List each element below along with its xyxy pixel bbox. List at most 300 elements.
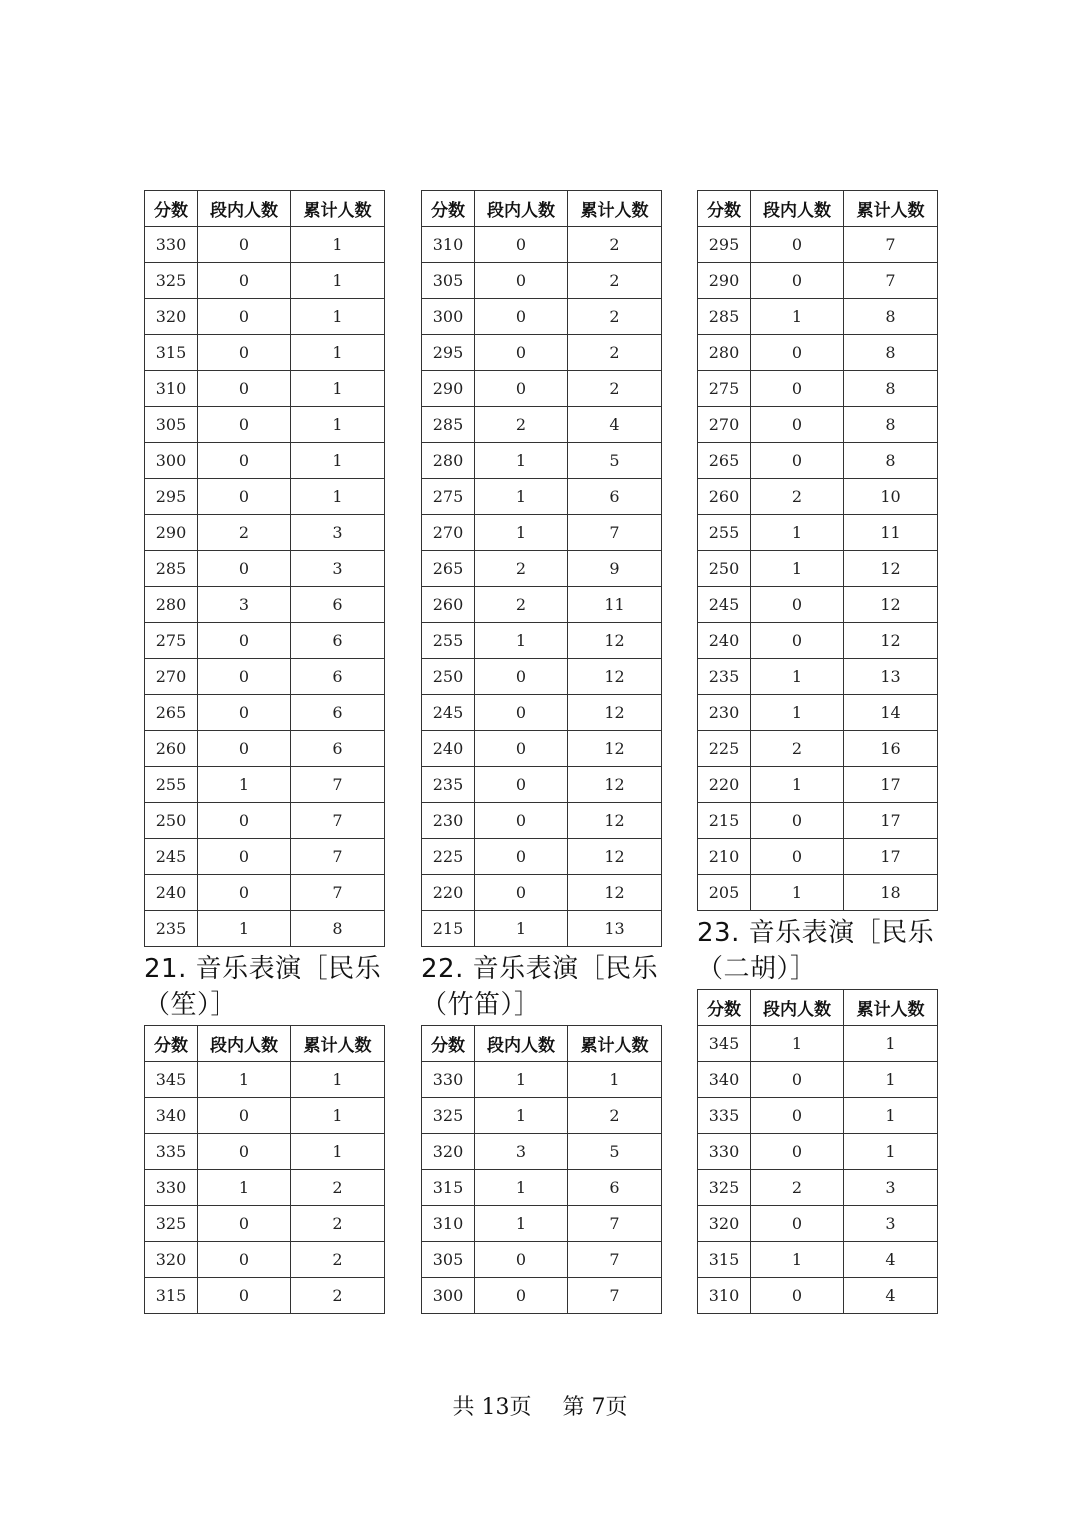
table-cell: 2 xyxy=(475,407,568,443)
table-cell: 260 xyxy=(145,731,198,767)
table-cell: 7 xyxy=(568,1278,662,1314)
table-cell: 2 xyxy=(751,479,844,515)
table-cell: 3 xyxy=(291,551,385,587)
table-row xyxy=(145,515,385,551)
table-row xyxy=(698,1062,938,1098)
column-header: 段内人数 xyxy=(751,990,844,1026)
table-row xyxy=(145,1170,385,1206)
table-row xyxy=(145,335,385,371)
table-cell: 1 xyxy=(751,551,844,587)
column-3 xyxy=(697,190,937,1314)
table-cell: 325 xyxy=(698,1170,751,1206)
table-cell: 8 xyxy=(844,371,938,407)
table-cell: 330 xyxy=(698,1134,751,1170)
table-row xyxy=(422,1062,662,1098)
page-footer xyxy=(0,1390,1080,1421)
column-header: 段内人数 xyxy=(198,1026,291,1062)
table-cell: 0 xyxy=(751,1206,844,1242)
table-row xyxy=(698,551,938,587)
table-cell: 255 xyxy=(422,623,475,659)
table-cell: 1 xyxy=(198,1170,291,1206)
table-row xyxy=(422,371,662,407)
table-cell: 0 xyxy=(475,335,568,371)
table-cell: 220 xyxy=(698,767,751,803)
table-row xyxy=(698,299,938,335)
table-cell: 300 xyxy=(145,443,198,479)
table-cell: 1 xyxy=(475,623,568,659)
table-row xyxy=(698,839,938,875)
table-cell: 0 xyxy=(751,839,844,875)
table-cell: 0 xyxy=(751,587,844,623)
table-cell: 9 xyxy=(568,551,662,587)
table-row xyxy=(422,875,662,911)
page-current: 第 7页 xyxy=(562,1395,628,1420)
table-cell: 0 xyxy=(475,299,568,335)
table-cell: 17 xyxy=(844,839,938,875)
table-row xyxy=(422,407,662,443)
column-header: 累计人数 xyxy=(568,1026,662,1062)
table-cell: 240 xyxy=(698,623,751,659)
table-cell: 280 xyxy=(422,443,475,479)
table-cell: 10 xyxy=(844,479,938,515)
table-cell: 3 xyxy=(475,1134,568,1170)
table-cell: 285 xyxy=(422,407,475,443)
table-cell: 305 xyxy=(145,407,198,443)
table-cell: 235 xyxy=(698,659,751,695)
table-cell: 1 xyxy=(844,1134,938,1170)
table-cell: 245 xyxy=(422,695,475,731)
table-row xyxy=(422,767,662,803)
table-cell: 8 xyxy=(291,911,385,947)
table-row xyxy=(698,335,938,371)
table-row xyxy=(145,407,385,443)
table-row xyxy=(698,1278,938,1314)
table-row xyxy=(698,587,938,623)
table-cell: 230 xyxy=(698,695,751,731)
table-row xyxy=(698,407,938,443)
table-cell: 7 xyxy=(568,1206,662,1242)
table-cell: 325 xyxy=(422,1098,475,1134)
table-row xyxy=(145,911,385,947)
table-cell: 290 xyxy=(698,263,751,299)
table-row xyxy=(145,659,385,695)
table-cell: 7 xyxy=(568,515,662,551)
table-cell: 0 xyxy=(198,263,291,299)
table-cell: 235 xyxy=(145,911,198,947)
table-cell: 0 xyxy=(475,371,568,407)
table-cell: 6 xyxy=(291,731,385,767)
table-cell: 310 xyxy=(422,227,475,263)
table-cell: 330 xyxy=(145,227,198,263)
table-cell: 7 xyxy=(568,1242,662,1278)
table-cell: 7 xyxy=(844,263,938,299)
table-row xyxy=(422,263,662,299)
table-cell: 315 xyxy=(145,335,198,371)
table-row xyxy=(145,623,385,659)
table-cell: 1 xyxy=(844,1062,938,1098)
table-cell: 330 xyxy=(422,1062,475,1098)
table-cell: 330 xyxy=(145,1170,198,1206)
table-cell: 12 xyxy=(568,875,662,911)
table-cell: 2 xyxy=(198,515,291,551)
table-row xyxy=(145,1278,385,1314)
table-cell: 0 xyxy=(751,227,844,263)
table-row xyxy=(698,803,938,839)
table-cell: 0 xyxy=(475,731,568,767)
table-row xyxy=(145,443,385,479)
table-cell: 345 xyxy=(698,1026,751,1062)
table-cell: 0 xyxy=(751,407,844,443)
table-cell: 255 xyxy=(698,515,751,551)
table-cell: 325 xyxy=(145,263,198,299)
table-cell: 0 xyxy=(198,335,291,371)
table-row xyxy=(145,1242,385,1278)
table-cell: 12 xyxy=(844,551,938,587)
table-row xyxy=(145,731,385,767)
table-row xyxy=(422,1134,662,1170)
table-cell: 4 xyxy=(568,407,662,443)
table-cell: 2 xyxy=(568,335,662,371)
table-row xyxy=(145,695,385,731)
table-cell: 1 xyxy=(291,263,385,299)
table-cell: 320 xyxy=(698,1206,751,1242)
table-cell: 6 xyxy=(291,659,385,695)
table-cell: 1 xyxy=(291,227,385,263)
table-cell: 260 xyxy=(422,587,475,623)
table-cell: 1 xyxy=(844,1026,938,1062)
table-row xyxy=(698,263,938,299)
table-cell: 0 xyxy=(198,299,291,335)
table-cell: 335 xyxy=(698,1098,751,1134)
table-cell: 1 xyxy=(751,659,844,695)
table-row xyxy=(422,587,662,623)
table-cell: 1 xyxy=(751,875,844,911)
table-cell: 320 xyxy=(422,1134,475,1170)
table-cell: 0 xyxy=(475,839,568,875)
table-cell: 5 xyxy=(568,1134,662,1170)
table-cell: 0 xyxy=(198,1206,291,1242)
table-row xyxy=(145,803,385,839)
table-cell: 270 xyxy=(145,659,198,695)
table-row xyxy=(422,1170,662,1206)
table-cell: 315 xyxy=(698,1242,751,1278)
table-cell: 0 xyxy=(198,407,291,443)
table-cell: 230 xyxy=(422,803,475,839)
table-row xyxy=(698,767,938,803)
table-row xyxy=(698,515,938,551)
table-cell: 12 xyxy=(844,623,938,659)
table-cell: 310 xyxy=(698,1278,751,1314)
table-cell: 2 xyxy=(475,551,568,587)
table-cell: 0 xyxy=(198,659,291,695)
table-cell: 0 xyxy=(475,1278,568,1314)
column-header: 累计人数 xyxy=(291,191,385,227)
table-cell: 295 xyxy=(698,227,751,263)
column-header: 累计人数 xyxy=(844,191,938,227)
score-table xyxy=(421,1025,662,1314)
table-cell: 1 xyxy=(475,1062,568,1098)
table-cell: 315 xyxy=(422,1170,475,1206)
table-cell: 2 xyxy=(568,263,662,299)
table-cell: 2 xyxy=(291,1170,385,1206)
table-header-row xyxy=(422,1026,662,1062)
table-cell: 2 xyxy=(568,299,662,335)
table-cell: 1 xyxy=(751,515,844,551)
table-row xyxy=(698,875,938,911)
table-cell: 1 xyxy=(751,1026,844,1062)
table-row xyxy=(698,1134,938,1170)
table-cell: 6 xyxy=(291,587,385,623)
table-cell: 3 xyxy=(844,1170,938,1206)
column-2 xyxy=(421,190,661,1314)
table-cell: 1 xyxy=(751,1242,844,1278)
table-cell: 1 xyxy=(198,767,291,803)
table-cell: 1 xyxy=(844,1098,938,1134)
table-cell: 215 xyxy=(698,803,751,839)
table-cell: 0 xyxy=(751,1134,844,1170)
table-row xyxy=(698,695,938,731)
table-row xyxy=(145,263,385,299)
table-row xyxy=(698,227,938,263)
table-cell: 0 xyxy=(198,839,291,875)
table-cell: 0 xyxy=(198,1134,291,1170)
table-cell: 7 xyxy=(291,875,385,911)
table-cell: 0 xyxy=(475,767,568,803)
table-row xyxy=(422,911,662,947)
table-row xyxy=(145,587,385,623)
table-cell: 295 xyxy=(145,479,198,515)
table-cell: 12 xyxy=(568,623,662,659)
table-row xyxy=(145,1206,385,1242)
table-cell: 18 xyxy=(844,875,938,911)
table-cell: 0 xyxy=(751,371,844,407)
table-cell: 7 xyxy=(291,803,385,839)
table-row xyxy=(698,371,938,407)
table-cell: 320 xyxy=(145,299,198,335)
table-row xyxy=(698,1242,938,1278)
column-1 xyxy=(144,190,384,1314)
column-header: 分数 xyxy=(145,191,198,227)
section-title: 22. 音乐表演［民乐 （竹笛）］ xyxy=(421,954,659,1020)
column-header: 累计人数 xyxy=(568,191,662,227)
table-cell: 7 xyxy=(844,227,938,263)
table-cell: 13 xyxy=(568,911,662,947)
table-cell: 0 xyxy=(751,443,844,479)
table-row xyxy=(422,515,662,551)
table-cell: 205 xyxy=(698,875,751,911)
table-header-row xyxy=(698,191,938,227)
table-cell: 0 xyxy=(198,1098,291,1134)
table-row xyxy=(422,335,662,371)
table-cell: 2 xyxy=(291,1242,385,1278)
table-cell: 0 xyxy=(198,1242,291,1278)
table-cell: 0 xyxy=(198,803,291,839)
table-cell: 1 xyxy=(291,299,385,335)
table-cell: 1 xyxy=(291,1098,385,1134)
table-cell: 0 xyxy=(751,335,844,371)
table-row xyxy=(698,443,938,479)
table-cell: 335 xyxy=(145,1134,198,1170)
table-cell: 2 xyxy=(568,1098,662,1134)
table-cell: 17 xyxy=(844,767,938,803)
page-total: 共 13页 xyxy=(452,1395,532,1420)
table-cell: 0 xyxy=(198,1278,291,1314)
table-cell: 12 xyxy=(568,731,662,767)
table-row xyxy=(145,227,385,263)
table-cell: 12 xyxy=(844,587,938,623)
table-cell: 1 xyxy=(475,1170,568,1206)
column-header: 段内人数 xyxy=(751,191,844,227)
table-cell: 250 xyxy=(422,659,475,695)
table-cell: 4 xyxy=(844,1278,938,1314)
table-header-row xyxy=(145,1026,385,1062)
table-cell: 1 xyxy=(475,443,568,479)
table-cell: 0 xyxy=(475,803,568,839)
table-row xyxy=(422,1206,662,1242)
table-cell: 250 xyxy=(145,803,198,839)
table-cell: 315 xyxy=(145,1278,198,1314)
column-header: 累计人数 xyxy=(291,1026,385,1062)
table-header-row xyxy=(145,191,385,227)
table-cell: 0 xyxy=(475,263,568,299)
table-row xyxy=(145,767,385,803)
table-cell: 1 xyxy=(291,1062,385,1098)
table-cell: 1 xyxy=(291,335,385,371)
table-cell: 2 xyxy=(751,731,844,767)
table-cell: 300 xyxy=(422,299,475,335)
table-cell: 1 xyxy=(291,479,385,515)
table-cell: 8 xyxy=(844,299,938,335)
table-cell: 12 xyxy=(568,695,662,731)
table-row xyxy=(145,299,385,335)
table-cell: 285 xyxy=(698,299,751,335)
table-row xyxy=(698,1098,938,1134)
table-cell: 12 xyxy=(568,767,662,803)
table-cell: 11 xyxy=(568,587,662,623)
table-row xyxy=(422,839,662,875)
table-row xyxy=(698,659,938,695)
table-cell: 12 xyxy=(568,803,662,839)
table-cell: 0 xyxy=(198,623,291,659)
table-cell: 0 xyxy=(751,1062,844,1098)
table-cell: 0 xyxy=(751,1098,844,1134)
table-cell: 5 xyxy=(568,443,662,479)
table-cell: 275 xyxy=(422,479,475,515)
table-cell: 0 xyxy=(198,371,291,407)
table-cell: 0 xyxy=(198,695,291,731)
table-cell: 1 xyxy=(475,1098,568,1134)
column-header: 段内人数 xyxy=(198,191,291,227)
table-cell: 7 xyxy=(291,767,385,803)
table-cell: 280 xyxy=(145,587,198,623)
table-row xyxy=(422,1278,662,1314)
table-row xyxy=(698,623,938,659)
table-cell: 245 xyxy=(145,839,198,875)
table-cell: 1 xyxy=(291,407,385,443)
table-cell: 6 xyxy=(291,695,385,731)
table-cell: 8 xyxy=(844,443,938,479)
table-cell: 1 xyxy=(475,1206,568,1242)
table-row xyxy=(698,731,938,767)
table-cell: 0 xyxy=(198,227,291,263)
table-cell: 1 xyxy=(751,695,844,731)
column-header: 分数 xyxy=(422,1026,475,1062)
table-cell: 2 xyxy=(291,1278,385,1314)
table-row xyxy=(422,1242,662,1278)
table-header-row xyxy=(698,990,938,1026)
table-row xyxy=(422,659,662,695)
table-cell: 210 xyxy=(698,839,751,875)
table-cell: 240 xyxy=(422,731,475,767)
table-cell: 0 xyxy=(198,731,291,767)
table-cell: 290 xyxy=(422,371,475,407)
table-row xyxy=(698,1170,938,1206)
section-title: 23. 音乐表演［民乐 （二胡）］ xyxy=(697,918,935,984)
column-header: 段内人数 xyxy=(475,191,568,227)
table-row xyxy=(145,875,385,911)
table-row xyxy=(145,551,385,587)
score-table xyxy=(144,190,385,947)
table-cell: 270 xyxy=(422,515,475,551)
table-row xyxy=(422,695,662,731)
table-cell: 0 xyxy=(751,1278,844,1314)
table-cell: 2 xyxy=(568,227,662,263)
table-cell: 1 xyxy=(475,515,568,551)
table-cell: 1 xyxy=(291,1134,385,1170)
table-cell: 12 xyxy=(568,839,662,875)
column-header: 段内人数 xyxy=(475,1026,568,1062)
table-cell: 0 xyxy=(751,263,844,299)
table-cell: 250 xyxy=(698,551,751,587)
table-cell: 11 xyxy=(844,515,938,551)
table-row xyxy=(145,1098,385,1134)
column-header: 分数 xyxy=(145,1026,198,1062)
table-cell: 340 xyxy=(698,1062,751,1098)
table-cell: 16 xyxy=(844,731,938,767)
column-header: 累计人数 xyxy=(844,990,938,1026)
table-cell: 1 xyxy=(475,911,568,947)
table-row xyxy=(422,551,662,587)
table-cell: 1 xyxy=(475,479,568,515)
table-cell: 0 xyxy=(475,659,568,695)
table-row xyxy=(145,839,385,875)
table-row xyxy=(698,1206,938,1242)
table-row xyxy=(422,479,662,515)
table-cell: 3 xyxy=(198,587,291,623)
table-cell: 320 xyxy=(145,1242,198,1278)
table-cell: 3 xyxy=(291,515,385,551)
table-cell: 0 xyxy=(751,803,844,839)
table-cell: 305 xyxy=(422,1242,475,1278)
table-header-row xyxy=(422,191,662,227)
score-table xyxy=(697,190,938,911)
table-cell: 1 xyxy=(751,767,844,803)
table-cell: 325 xyxy=(145,1206,198,1242)
table-cell: 17 xyxy=(844,803,938,839)
table-cell: 340 xyxy=(145,1098,198,1134)
score-table xyxy=(697,989,938,1314)
table-cell: 310 xyxy=(145,371,198,407)
table-cell: 1 xyxy=(291,443,385,479)
table-cell: 0 xyxy=(198,875,291,911)
table-cell: 265 xyxy=(145,695,198,731)
table-cell: 0 xyxy=(475,1242,568,1278)
table-row xyxy=(422,623,662,659)
table-cell: 8 xyxy=(844,335,938,371)
table-cell: 305 xyxy=(422,263,475,299)
table-cell: 270 xyxy=(698,407,751,443)
table-cell: 1 xyxy=(198,911,291,947)
